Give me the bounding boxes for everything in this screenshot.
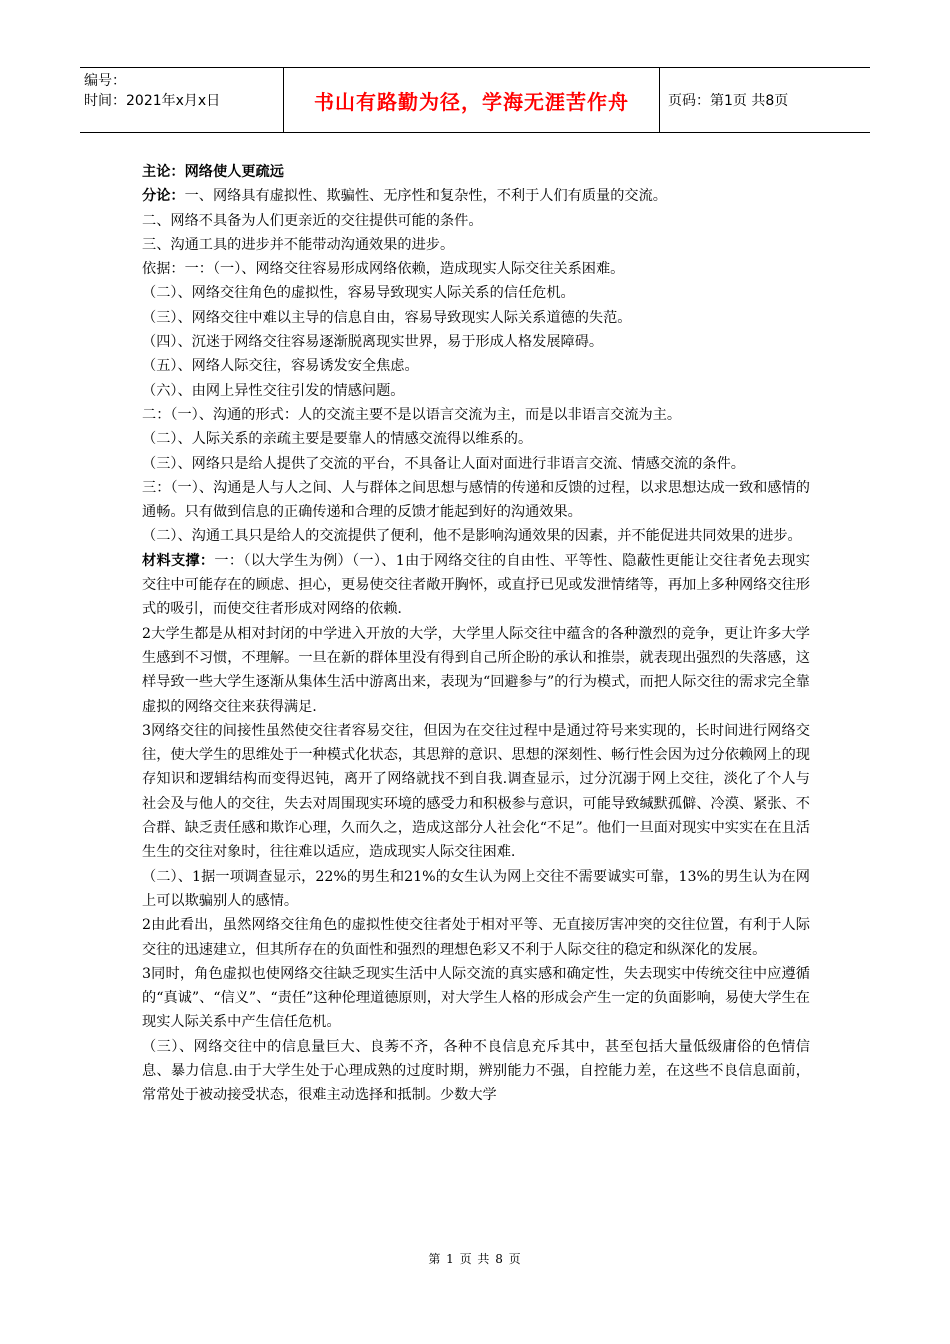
evidence-1-6: （六）、由网上异性交往引发的情感问题。 bbox=[142, 382, 405, 399]
header-motto: 书山有路勤为径，学海无涯苦作舟 bbox=[283, 68, 660, 132]
evidence-1-5: （五）、网络人际交往，容易诱发安全焦虑。 bbox=[142, 358, 419, 375]
evidence-3-1: 三：（一）、沟通是人与人之间、人与群体之间思想与感情的传递和反馈的过程，以求思想达成一致和感情的通畅。只有做到信息的正确传递和合理的反馈才能起到好的沟通效果。 bbox=[142, 479, 810, 521]
sub-argument-label: 分论： bbox=[142, 188, 185, 205]
page-header bbox=[80, 67, 870, 133]
material-text: 一：（以大学生为例）（一）、1由于网络交往的自由性、平等性、隐蔽性更能让交往者免去现实交往中可能存在的顾虑、担心，更易使交往者敞开胸怀，或直抒已见或发泄情绪等，再加上多种网络交往形式的吸引，而使交往者形成对网络的依赖. bbox=[142, 552, 810, 618]
header-page-info: 页码：第1页 共8页 bbox=[668, 93, 789, 109]
material-intro bbox=[142, 549, 810, 622]
evidence-1-2: （二）、网络交往角色的虚拟性，容易导致现实人际关系的信任危机。 bbox=[142, 285, 575, 302]
document-date: 时间：2021年x月x日 bbox=[84, 93, 221, 109]
sub-argument-2: 二、网络不具备为人们更亲近的交往提供可能的条件。 bbox=[142, 212, 483, 229]
page-footer: 第 1 页 共 8 页 bbox=[428, 1252, 522, 1266]
material-paragraph-2: 2大学生都是从相对封闭的中学进入开放的大学，大学里人际交往中蕴含的各种激烈的竞争，更让许多大学生感到不习惯，不理解。一旦在新的群体里没有得到自己所企盼的承认和推崇，就表现出强烈的失落感，这样导致一些大学生逐渐从集体生活中游离出来，表现为“回避参与”的行为模式，而把人际交往的需求完全靠虚拟的网络交往来获得满足. bbox=[142, 625, 810, 715]
evidence-1-3: （三）、网络交往中难以主导的信息自由，容易导致现实人际关系道德的失范。 bbox=[142, 309, 632, 326]
document-body bbox=[142, 160, 810, 1108]
evidence-2-1: 二：（一）、沟通的形式：人的交流主要不是以语言交流为主，而是以非语言交流为主。 bbox=[142, 406, 682, 423]
material-survey: （二）、1据一项调查显示，22%的男生和21%的女生认为网上交往不需要诚实可靠，13%的男生认为在网上可以欺骗别人的感情。 bbox=[142, 868, 810, 909]
evidence-1-4: （四）、沉迷于网络交往容易逐渐脱离现实世界，易于形成人格发展障碍。 bbox=[142, 334, 604, 351]
material-label: 材料支撑： bbox=[142, 552, 215, 569]
evidence-1-1: 依据：一：（一）、网络交往容易形成网络依赖，造成现实人际交往关系困难。 bbox=[142, 261, 625, 278]
material-role-virtual: 3同时，角色虚拟也使网络交往缺乏现实生活中人际交流的真实感和确定性，失去现实中传统交往中应遵循的“真诚”、“信义”、“责任”这种伦理道德原则，对大学生人格的形成会产生一定的负面影响，易使大学生在现实人际关系中产生信任危机。 bbox=[142, 965, 810, 1031]
material-paragraph-3: 3网络交往的间接性虽然使交往者容易交往，但因为在交往过程中是通过符号来实现的，长时间进行网络交往，使大学生的思维处于一种模式化状态，其思辩的意识、思想的深刻性、畅行性会因为过分依赖网上的现存知识和逻辑结构而变得迟钝，离开了网络就找不到自我.调查显示，过分沉溺于网上交往，淡化了个人与社会及与他人的交往，失去对周围现实环境的感受力和积极参与意识，可能导致缄默孤僻、冷漠、紧张、不合群、缺乏责任感和欺诈心理，久而久之，造成这部分人社会化“不足”。他们一旦面对现实中实实在在且活生生的交往对象时，往往难以适应，造成现实人际交往困难. bbox=[142, 722, 810, 861]
sub-argument-text: 一、网络具有虚拟性、欺骗性、无序性和复杂性，不利于人们有质量的交流。 bbox=[184, 188, 667, 205]
sub-argument-3: 三、沟通工具的进步并不能带动沟通效果的进步。 bbox=[142, 236, 455, 253]
sub-argument-1 bbox=[142, 184, 810, 208]
header-meta bbox=[80, 68, 283, 132]
material-info-overload: （三）、网络交往中的信息量巨大、良莠不齐，各种不良信息充斥其中，甚至包括大量低级庸俗的色情信息、暴力信息.由于大学生处于心理成熟的过度时期，辨别能力不强，自控能力差，在这些不良信息面前，常常处于被动接受状态，很难主动选择和抵制。少数大学 bbox=[142, 1038, 810, 1104]
evidence-2-3: （三）、网络只是给人提供了交流的平台，不具备让人面对面进行非语言交流、情感交流的条件。 bbox=[142, 455, 745, 472]
material-analysis: 2由此看出，虽然网络交往角色的虚拟性使交往者处于相对平等、无直接厉害冲突的交往位置，有利于人际交往的迅速建立，但其所存在的负面性和强烈的理想色彩又不利于人际交往的稳定和纵深化的发展。 bbox=[142, 917, 810, 958]
thesis-heading: 主论：网络使人更疏远 bbox=[142, 164, 284, 180]
evidence-3-2: （二）、沟通工具只是给人的交流提供了便利，他不是影响沟通效果的因素，并不能促进共同效果的进步。 bbox=[142, 528, 802, 545]
document-number: 编号： bbox=[84, 73, 126, 89]
evidence-2-2: （二）、人际关系的亲疏主要是要靠人的情感交流得以维系的。 bbox=[142, 431, 533, 448]
